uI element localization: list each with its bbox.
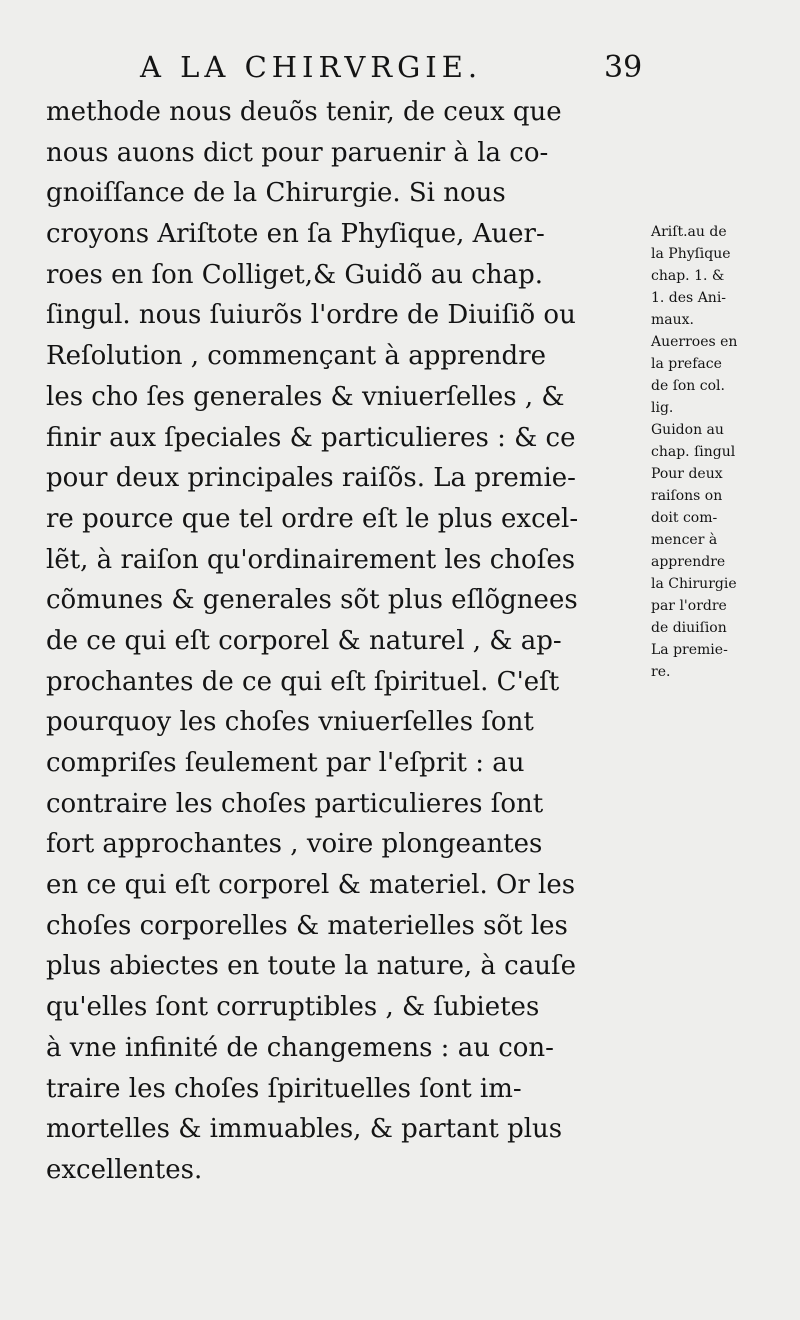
body-line: cõmunes & generales sõt plus eſlõgnees — [46, 585, 578, 616]
margin-note-line: raiſons on — [651, 488, 723, 504]
body-line: mortelles & immuables, & partant plus — [46, 1114, 563, 1145]
body-line: re pource que tel ordre eſt le plus excel- — [46, 503, 579, 534]
body-line: contraire les choſes particulieres ſont — [46, 788, 544, 819]
margin-note-line: Ariſt.au de — [651, 224, 727, 240]
margin-note-line: la preface — [651, 356, 722, 372]
body-line: roes en ſon Colliget,& Guidõ au chap. — [46, 259, 544, 290]
body-line: excellentes. — [46, 1154, 203, 1185]
margin-note-line: mencer à — [651, 532, 718, 548]
body-line: finir aux ſpeciales & particulieres : & ce — [46, 422, 576, 453]
body-line: nous auons dict pour paruenir à la co- — [46, 137, 549, 168]
body-line: à vne infinité de changemens : au con- — [46, 1032, 554, 1063]
margin-note-line: chap. 1. & — [651, 268, 725, 284]
margin-note-line: Guidon au — [651, 422, 724, 438]
running-head: A LA CHIRVRGIE. — [140, 50, 483, 84]
body-text — [46, 92, 646, 1191]
margin-note-line: re. — [651, 664, 671, 680]
margin-note-line: la Chirurgie — [651, 576, 737, 592]
body-line: gnoiſſance de la Chirurgie. Si nous — [46, 178, 506, 209]
body-line: les cho ſes generales & vniuerſelles , & — [46, 381, 565, 412]
margin-note-line: de ſon col. — [651, 378, 725, 394]
margin-note-line: Auerroes en — [651, 334, 738, 350]
body-line: Reſolution , commençant à apprendre — [46, 341, 547, 372]
body-line: compriſes ſeulement par l'eſprit : au — [46, 748, 525, 778]
margin-note-line: de diuiſion — [651, 620, 727, 636]
body-line: methode nous deuõs tenir, de ceux que — [46, 97, 562, 127]
margin-note-line: lig. — [651, 400, 674, 416]
body-line: ſingul. nous ſuiurõs l'ordre de Diuiſiõ ou — [46, 300, 576, 331]
margin-note-line: Pour deux — [651, 466, 723, 482]
page-header — [0, 50, 800, 94]
body-line: qu'elles ſont corruptibles , & ſubietes — [46, 992, 540, 1023]
body-line: plus abiectes en toute la nature, à cauſe — [46, 951, 576, 982]
body-line: fort approchantes , voire plongeantes — [46, 829, 543, 860]
margin-note-line: chap. ſingul — [651, 444, 736, 460]
margin-note-line: la Phyſique — [651, 246, 731, 262]
margin-note-line: La premie- — [651, 642, 728, 658]
body-line: choſes corporelles & materielles sõt les — [46, 910, 568, 941]
body-line: prochantes de ce qui eſt ſpirituel. C'eſt — [46, 666, 560, 697]
margin-note-line: apprendre — [651, 554, 726, 570]
body-line: en ce qui eſt corporel & materiel. Or les — [46, 870, 576, 901]
margin-note-line: maux. — [651, 312, 694, 328]
body-line: croyons Ariſtote en ſa Phyſique, Auer- — [46, 219, 545, 250]
margin-notes — [651, 221, 797, 683]
body-line: de ce qui eſt corporel & naturel , & ap- — [46, 625, 562, 656]
body-line: pour deux principales raiſõs. La premie- — [46, 463, 576, 494]
body-line: pourquoy les choſes vniuerſelles ſont — [46, 707, 534, 738]
margin-note-line: par l'ordre — [651, 598, 727, 614]
page-number: 39 — [604, 50, 643, 85]
margin-note-line: 1. des Ani- — [651, 290, 727, 306]
margin-note-line: doit com- — [651, 510, 718, 526]
body-line: lẽt, à raiſon qu'ordinairement les choſes — [46, 544, 576, 575]
body-line: traire les choſes ſpirituelles ſont im- — [46, 1073, 522, 1104]
